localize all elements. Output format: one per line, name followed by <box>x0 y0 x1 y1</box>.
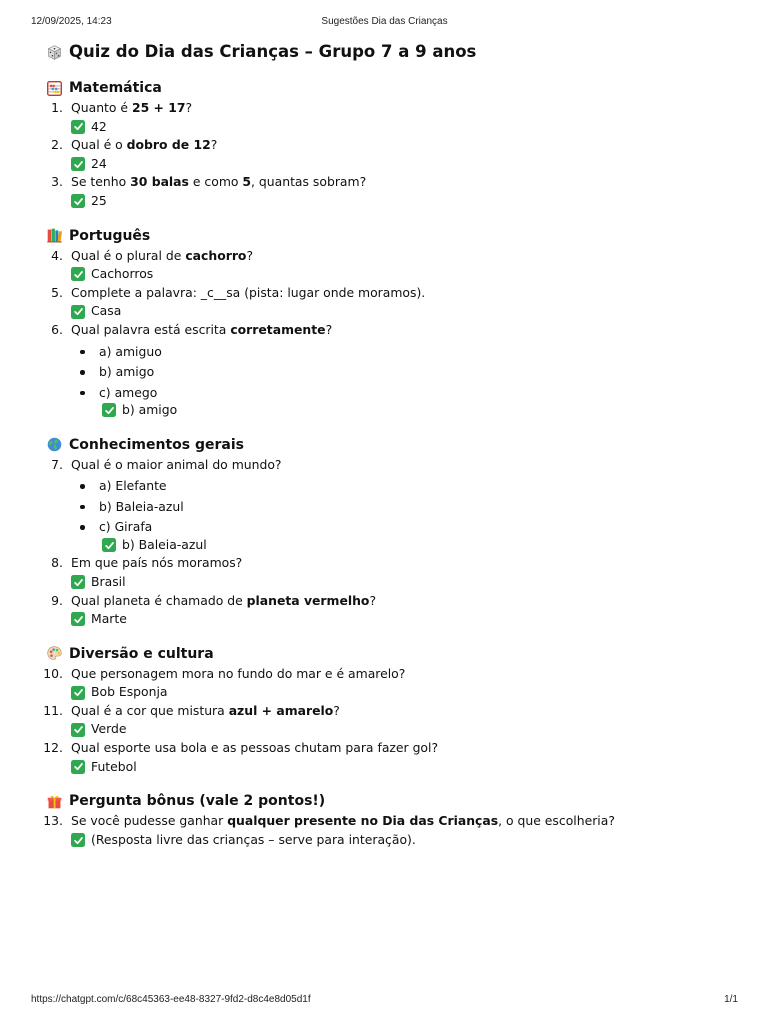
question-item <box>46 247 736 284</box>
question-text-part: Qual esporte usa bola e as pessoas chutam para fazer gol? <box>71 740 439 756</box>
question-item <box>43 665 736 702</box>
globe-icon <box>46 436 63 453</box>
question-number: 6. <box>51 321 63 337</box>
check-mark-icon <box>71 723 85 737</box>
option-text: b) amigo <box>99 364 155 380</box>
question-emphasis: planeta vermelho <box>246 592 370 608</box>
option-text: c) Girafa <box>99 519 153 535</box>
quiz-sections <box>43 77 736 849</box>
question-text-part: , quantas sobram? <box>251 174 367 190</box>
option-item <box>71 476 736 497</box>
question-text <box>71 284 736 303</box>
question-number: 5. <box>51 284 63 300</box>
section-heading <box>46 643 736 665</box>
question-text-part: Qual é o <box>71 137 127 153</box>
question-number: 13. <box>43 813 63 829</box>
answer-text: Cachorros <box>91 266 154 282</box>
section-heading <box>46 77 736 99</box>
question-text-part: ? <box>369 592 377 608</box>
print-date: 12/09/2025, 14:23 <box>31 16 112 27</box>
answer-text: Futebol <box>91 758 137 774</box>
quiz-section <box>43 643 736 777</box>
question-number: 4. <box>51 247 63 263</box>
page-title <box>46 40 736 64</box>
page-url: https://chatgpt.com/c/68c45363-ee48-8327-9fd2-d8c4e8d05d1f <box>31 994 311 1005</box>
answer <box>71 401 736 420</box>
question-item <box>46 554 736 591</box>
answer-text: Marte <box>91 611 127 627</box>
option-item <box>71 362 736 383</box>
answer <box>71 192 736 211</box>
question-list <box>46 456 736 629</box>
question-text-part: Em que país nós moramos? <box>71 555 243 571</box>
option-item <box>71 383 736 404</box>
document-body <box>43 40 736 849</box>
question-text <box>71 665 736 684</box>
check-mark-icon <box>71 120 85 134</box>
section-heading <box>46 790 736 812</box>
question-item <box>46 456 736 555</box>
question-item <box>46 321 736 420</box>
check-mark-icon <box>102 403 116 417</box>
question-text-part: , o que escolheria? <box>498 813 615 829</box>
question-item <box>46 592 736 629</box>
question-text <box>71 702 736 721</box>
answer-text: 25 <box>91 192 107 208</box>
question-emphasis: 5 <box>242 174 252 190</box>
section-heading <box>46 225 736 247</box>
question-emphasis: qualquer presente no Dia das Crianças <box>227 813 499 829</box>
check-mark-icon <box>102 538 116 552</box>
question-text-part: e como <box>188 174 243 190</box>
section-heading-text: Pergunta bônus (vale 2 pontos!) <box>69 793 326 810</box>
print-footer <box>31 994 738 1008</box>
answer-text: b) Baleia-azul <box>122 536 207 552</box>
answer <box>71 831 736 850</box>
question-text-part: ? <box>333 702 340 718</box>
question-number: 2. <box>51 137 63 153</box>
question-text-part: Qual planeta é chamado de <box>71 592 247 608</box>
gift-icon <box>46 793 63 810</box>
question-text <box>71 321 736 340</box>
question-number: 7. <box>51 456 63 472</box>
question-item <box>43 812 736 849</box>
answer <box>71 155 736 174</box>
answer <box>71 610 736 629</box>
question-text-part: ? <box>246 247 254 263</box>
question-text-part: Qual é o plural de <box>71 247 186 263</box>
answer <box>71 118 736 137</box>
question-item <box>46 99 736 136</box>
answer <box>71 758 736 777</box>
question-text-part: Qual palavra está escrita <box>71 321 231 337</box>
question-text <box>71 739 736 758</box>
answer-text: Verde <box>91 721 127 737</box>
answer <box>71 536 736 555</box>
question-text <box>71 592 736 611</box>
bullet-icon <box>80 350 85 355</box>
question-item <box>46 136 736 173</box>
bullet-icon <box>80 370 85 375</box>
page-title-text: Quiz do Dia das Crianças – Grupo 7 a 9 anos <box>69 42 477 61</box>
question-number: 12. <box>43 740 63 756</box>
question-text-part: Se você pudesse ganhar <box>71 813 228 829</box>
question-emphasis: dobro de 12 <box>126 137 211 153</box>
check-mark-icon <box>71 686 85 700</box>
question-list <box>46 99 736 211</box>
question-item <box>43 702 736 739</box>
question-text <box>71 99 736 118</box>
dice-icon <box>46 44 63 61</box>
quiz-section <box>46 225 736 420</box>
check-mark-icon <box>71 267 85 281</box>
question-number: 8. <box>51 555 63 571</box>
check-mark-icon <box>71 575 85 589</box>
question-text-part: Quanto é <box>71 100 132 115</box>
answer-text: 42 <box>91 118 107 134</box>
section-heading-text: Português <box>69 227 151 244</box>
question-text <box>71 247 736 266</box>
answer <box>71 302 736 321</box>
page-number: 1/1 <box>724 994 738 1005</box>
answer <box>71 573 736 592</box>
check-mark-icon <box>71 760 85 774</box>
option-item <box>71 497 736 518</box>
question-emphasis: azul + amarelo <box>228 702 334 718</box>
section-heading-text: Matemática <box>69 80 162 96</box>
option-text: a) Elefante <box>99 478 167 494</box>
option-text: c) amego <box>99 384 158 400</box>
option-item <box>71 342 736 363</box>
check-mark-icon <box>71 612 85 626</box>
quiz-section <box>46 434 736 629</box>
question-item <box>46 284 736 321</box>
palette-icon <box>46 645 63 662</box>
question-emphasis: corretamente <box>230 321 326 337</box>
question-item <box>46 173 736 210</box>
option-item <box>71 517 736 538</box>
question-text-part: ? <box>210 137 218 153</box>
question-number: 10. <box>43 665 63 681</box>
option-text: b) Baleia-azul <box>99 498 184 514</box>
question-text <box>71 456 736 475</box>
quiz-section <box>46 77 736 211</box>
question-text <box>71 812 736 831</box>
question-text <box>71 554 736 573</box>
question-text-part: ? <box>325 321 333 337</box>
check-mark-icon <box>71 194 85 208</box>
question-text-part: Complete a palavra: _c__sa (pista: lugar onde moramos). <box>71 284 426 300</box>
question-number: 11. <box>43 702 63 718</box>
option-list <box>71 342 736 404</box>
question-number: 1. <box>51 100 63 115</box>
question-emphasis: 25 + 17 <box>132 100 186 115</box>
question-text-part: ? <box>185 100 193 115</box>
check-mark-icon <box>71 157 85 171</box>
question-text-part: Se tenho <box>71 174 131 190</box>
question-text-part: Qual é a cor que mistura <box>71 702 229 718</box>
question-text <box>71 136 736 155</box>
section-heading <box>46 434 736 456</box>
bullet-icon <box>80 484 85 489</box>
question-list <box>43 665 736 777</box>
answer <box>71 265 736 284</box>
option-text: a) amiguo <box>99 343 162 359</box>
question-number: 9. <box>51 592 63 608</box>
books-icon <box>46 227 63 244</box>
question-emphasis: 30 balas <box>130 174 189 190</box>
check-mark-icon <box>71 833 85 847</box>
question-text-part: Que personagem mora no fundo do mar e é amarelo? <box>71 665 406 681</box>
question-text-part: Qual é o maior animal do mundo? <box>71 456 282 472</box>
answer <box>71 720 736 739</box>
question-list <box>46 247 736 420</box>
question-number: 3. <box>51 174 63 190</box>
print-title: Sugestões Dia das Crianças <box>321 16 448 27</box>
section-heading-text: Conhecimentos gerais <box>69 436 244 453</box>
bullet-icon <box>80 505 85 510</box>
question-emphasis: cachorro <box>185 247 247 263</box>
answer-text: Bob Esponja <box>91 684 168 700</box>
section-heading-text: Diversão e cultura <box>69 645 214 662</box>
question-item <box>43 739 736 776</box>
question-text <box>71 173 736 192</box>
check-mark-icon <box>71 305 85 319</box>
answer <box>71 683 736 702</box>
bullet-icon <box>80 391 85 396</box>
bullet-icon <box>80 525 85 530</box>
answer-text: Brasil <box>91 573 126 589</box>
question-list <box>43 812 736 849</box>
quiz-section <box>43 790 736 849</box>
answer-text: b) amigo <box>122 402 178 418</box>
answer-text: (Resposta livre das crianças – serve para interação). <box>91 831 416 847</box>
option-list <box>71 476 736 538</box>
print-header <box>31 16 738 30</box>
answer-text: Casa <box>91 303 122 319</box>
abacus-icon <box>46 80 63 97</box>
answer-text: 24 <box>91 155 107 171</box>
